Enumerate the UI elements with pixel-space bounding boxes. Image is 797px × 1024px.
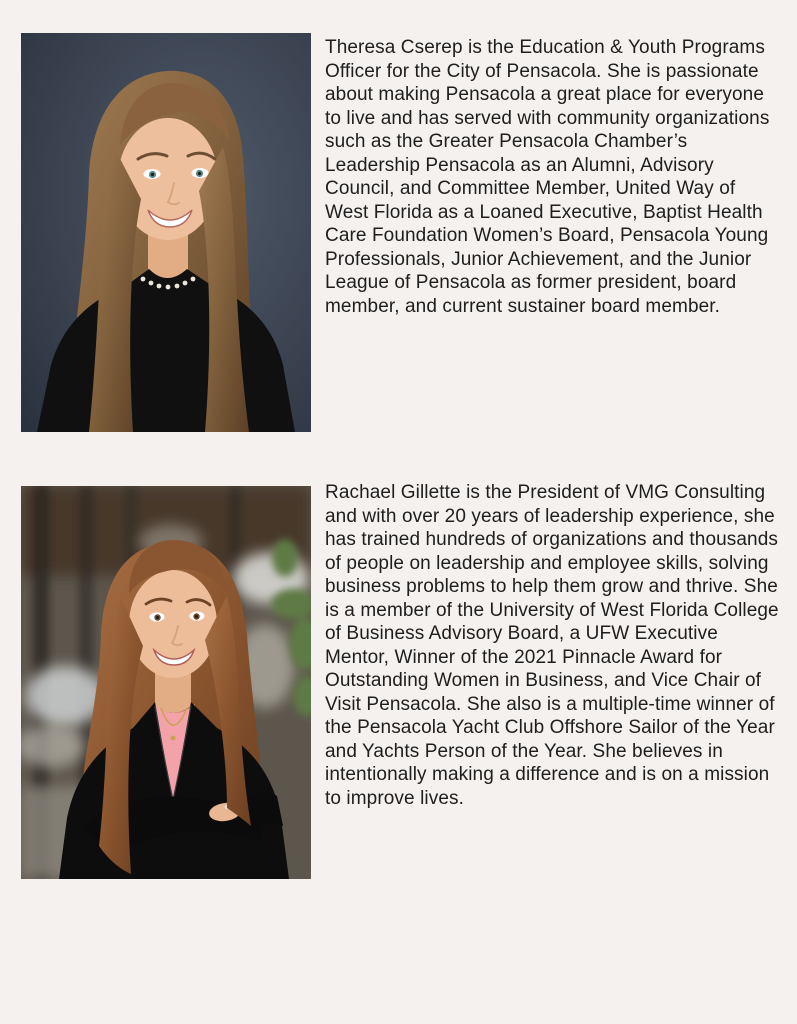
rachael-portrait-photo (21, 486, 311, 879)
theresa-portrait-illustration (21, 33, 311, 432)
rachael-portrait-illustration (21, 486, 311, 879)
theresa-bio-text: Theresa Cserep is the Education & Youth Programs Officer for the City of Pensacola. She is passionate about making Pensacola a great place for everyone to live and has served with community organizations such as the Greater Pensacola Chamber’s Leadership Pensacola as an Alumni, Advisory Council, and Committee Member, United Way of West Florida as a Loaned Executive, Baptist Health Care Foundation Women’s Board, Pensacola Young Professionals, Junior Achievement, and the Junior League of Pensacola as former president, board member, and current sustainer board member. (325, 37, 770, 317)
theresa-portrait-photo (21, 33, 311, 432)
rachael-bio-text: Rachael Gillette is the President of VMG Consulting and with over 20 years of leadership experience, she has trained hundreds of organizations and thousands of people on leadership and employee skills, solving business problems to help them grow and thrive. She is a member of the University of West Florida College of Business Advisory Board, a UFW Executive Mentor, Winner of the 2021 Pinnacle Award for Outstanding Women in Business, and Vice Chair of Visit Pensacola. She also is a multiple-time winner of the Pensacola Yacht Club Offshore Sailor of the Year and Yachts Person of the Year. She believes in intentionally making a difference and is on a mission to improve lives. (325, 482, 779, 809)
